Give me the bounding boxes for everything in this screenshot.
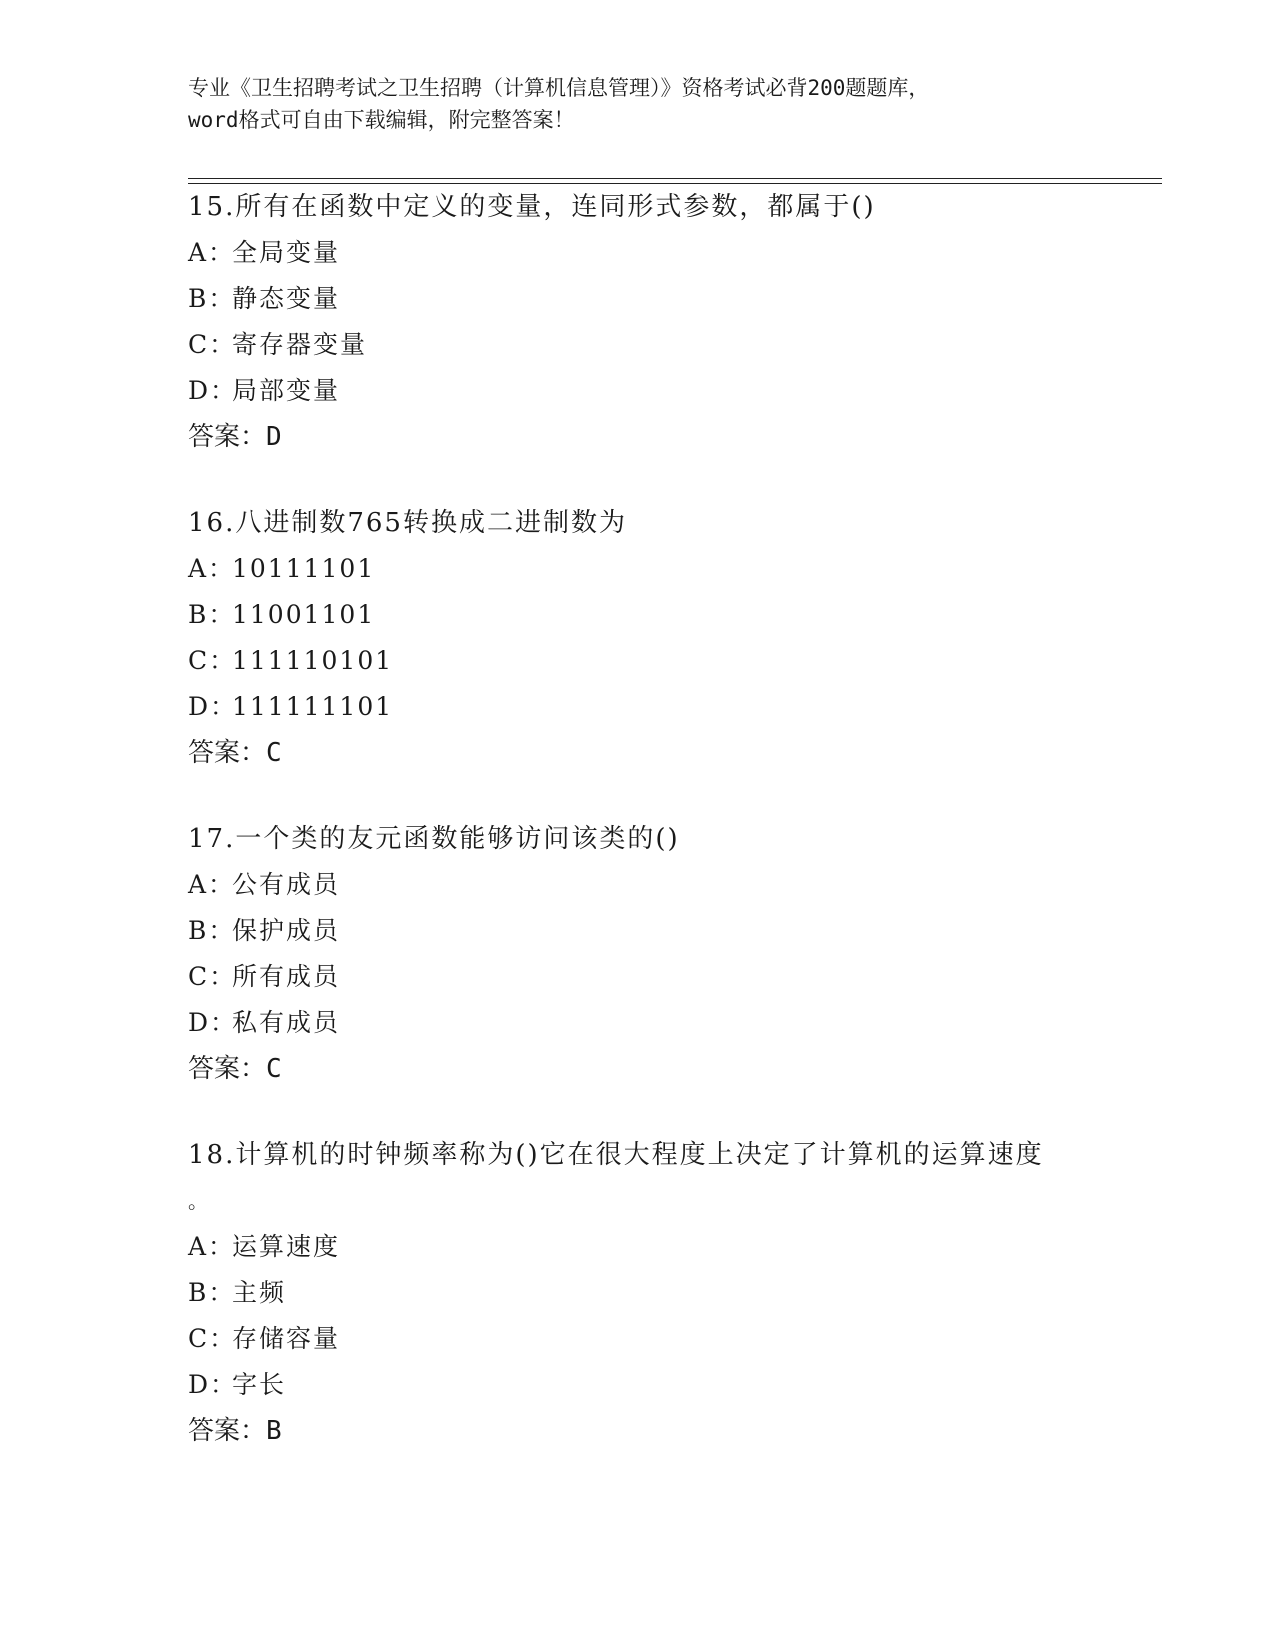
option-c — [188, 954, 1088, 1000]
option-c — [188, 638, 1088, 684]
option-d — [188, 684, 1088, 730]
option-key: D： — [188, 1370, 238, 1399]
question-title: 16.八进制数765转换成二进制数为 — [188, 508, 627, 538]
option-key: C： — [188, 330, 237, 359]
option-text: 公有成员 — [232, 870, 341, 899]
option-text: 11001101 — [232, 600, 376, 629]
question-15 — [188, 184, 1088, 460]
option-text: 静态变量 — [232, 284, 341, 313]
answer-line: 答案：D — [188, 422, 282, 452]
option-text: 所有成员 — [232, 962, 341, 991]
option-key: B： — [188, 916, 236, 945]
option-text: 运算速度 — [232, 1232, 341, 1261]
option-text: 局部变量 — [232, 376, 341, 405]
option-text: 保护成员 — [232, 916, 341, 945]
question-18 — [188, 1132, 1088, 1454]
option-key: C： — [188, 962, 237, 991]
option-b — [188, 908, 1088, 954]
option-key: B： — [188, 284, 236, 313]
option-key: C： — [188, 646, 237, 675]
answer-line: 答案：C — [188, 1054, 282, 1084]
option-text: 主频 — [232, 1278, 287, 1307]
option-key: A： — [188, 870, 236, 899]
header-line-2: word格式可自由下载编辑，附完整答案！ — [188, 108, 575, 132]
option-key: A： — [188, 238, 236, 267]
option-key: A： — [188, 1232, 236, 1261]
option-c — [188, 1316, 1088, 1362]
option-key: B： — [188, 1278, 236, 1307]
option-text: 全局变量 — [232, 238, 341, 267]
option-a — [188, 1224, 1088, 1270]
option-key: D： — [188, 692, 238, 721]
header-line-1: 专业《卫生招聘考试之卫生招聘（计算机信息管理）》资格考试必背200题题库， — [188, 76, 930, 100]
option-key: B： — [188, 600, 236, 629]
option-d — [188, 1000, 1088, 1046]
header-divider-top — [188, 178, 1162, 179]
option-key: A： — [188, 554, 236, 583]
question-title: 15.所有在函数中定义的变量，连同形式参数，都属于() — [188, 192, 876, 222]
option-text: 10111101 — [232, 554, 376, 583]
option-text: 私有成员 — [232, 1008, 341, 1037]
option-a — [188, 230, 1088, 276]
option-key: C： — [188, 1324, 237, 1353]
option-key: D： — [188, 1008, 238, 1037]
question-title-continuation: 。 — [188, 1189, 208, 1213]
option-a — [188, 862, 1088, 908]
option-d — [188, 368, 1088, 414]
option-b — [188, 592, 1088, 638]
option-c — [188, 322, 1088, 368]
option-text: 存储容量 — [232, 1324, 341, 1353]
option-b — [188, 276, 1088, 322]
option-key: D： — [188, 376, 238, 405]
document-header — [188, 72, 1088, 136]
option-a — [188, 546, 1088, 592]
answer-line: 答案：B — [188, 1416, 282, 1446]
option-text: 111111101 — [232, 692, 394, 721]
question-16 — [188, 500, 1088, 776]
question-title: 18.计算机的时钟频率称为()它在很大程度上决定了计算机的运算速度 — [188, 1140, 1044, 1170]
option-d — [188, 1362, 1088, 1408]
answer-line: 答案：C — [188, 738, 282, 768]
option-b — [188, 1270, 1088, 1316]
question-17 — [188, 816, 1088, 1092]
option-text: 寄存器变量 — [232, 330, 368, 359]
option-text: 111110101 — [232, 646, 394, 675]
question-title: 17.一个类的友元函数能够访问该类的() — [188, 824, 680, 854]
option-text: 字长 — [232, 1370, 287, 1399]
